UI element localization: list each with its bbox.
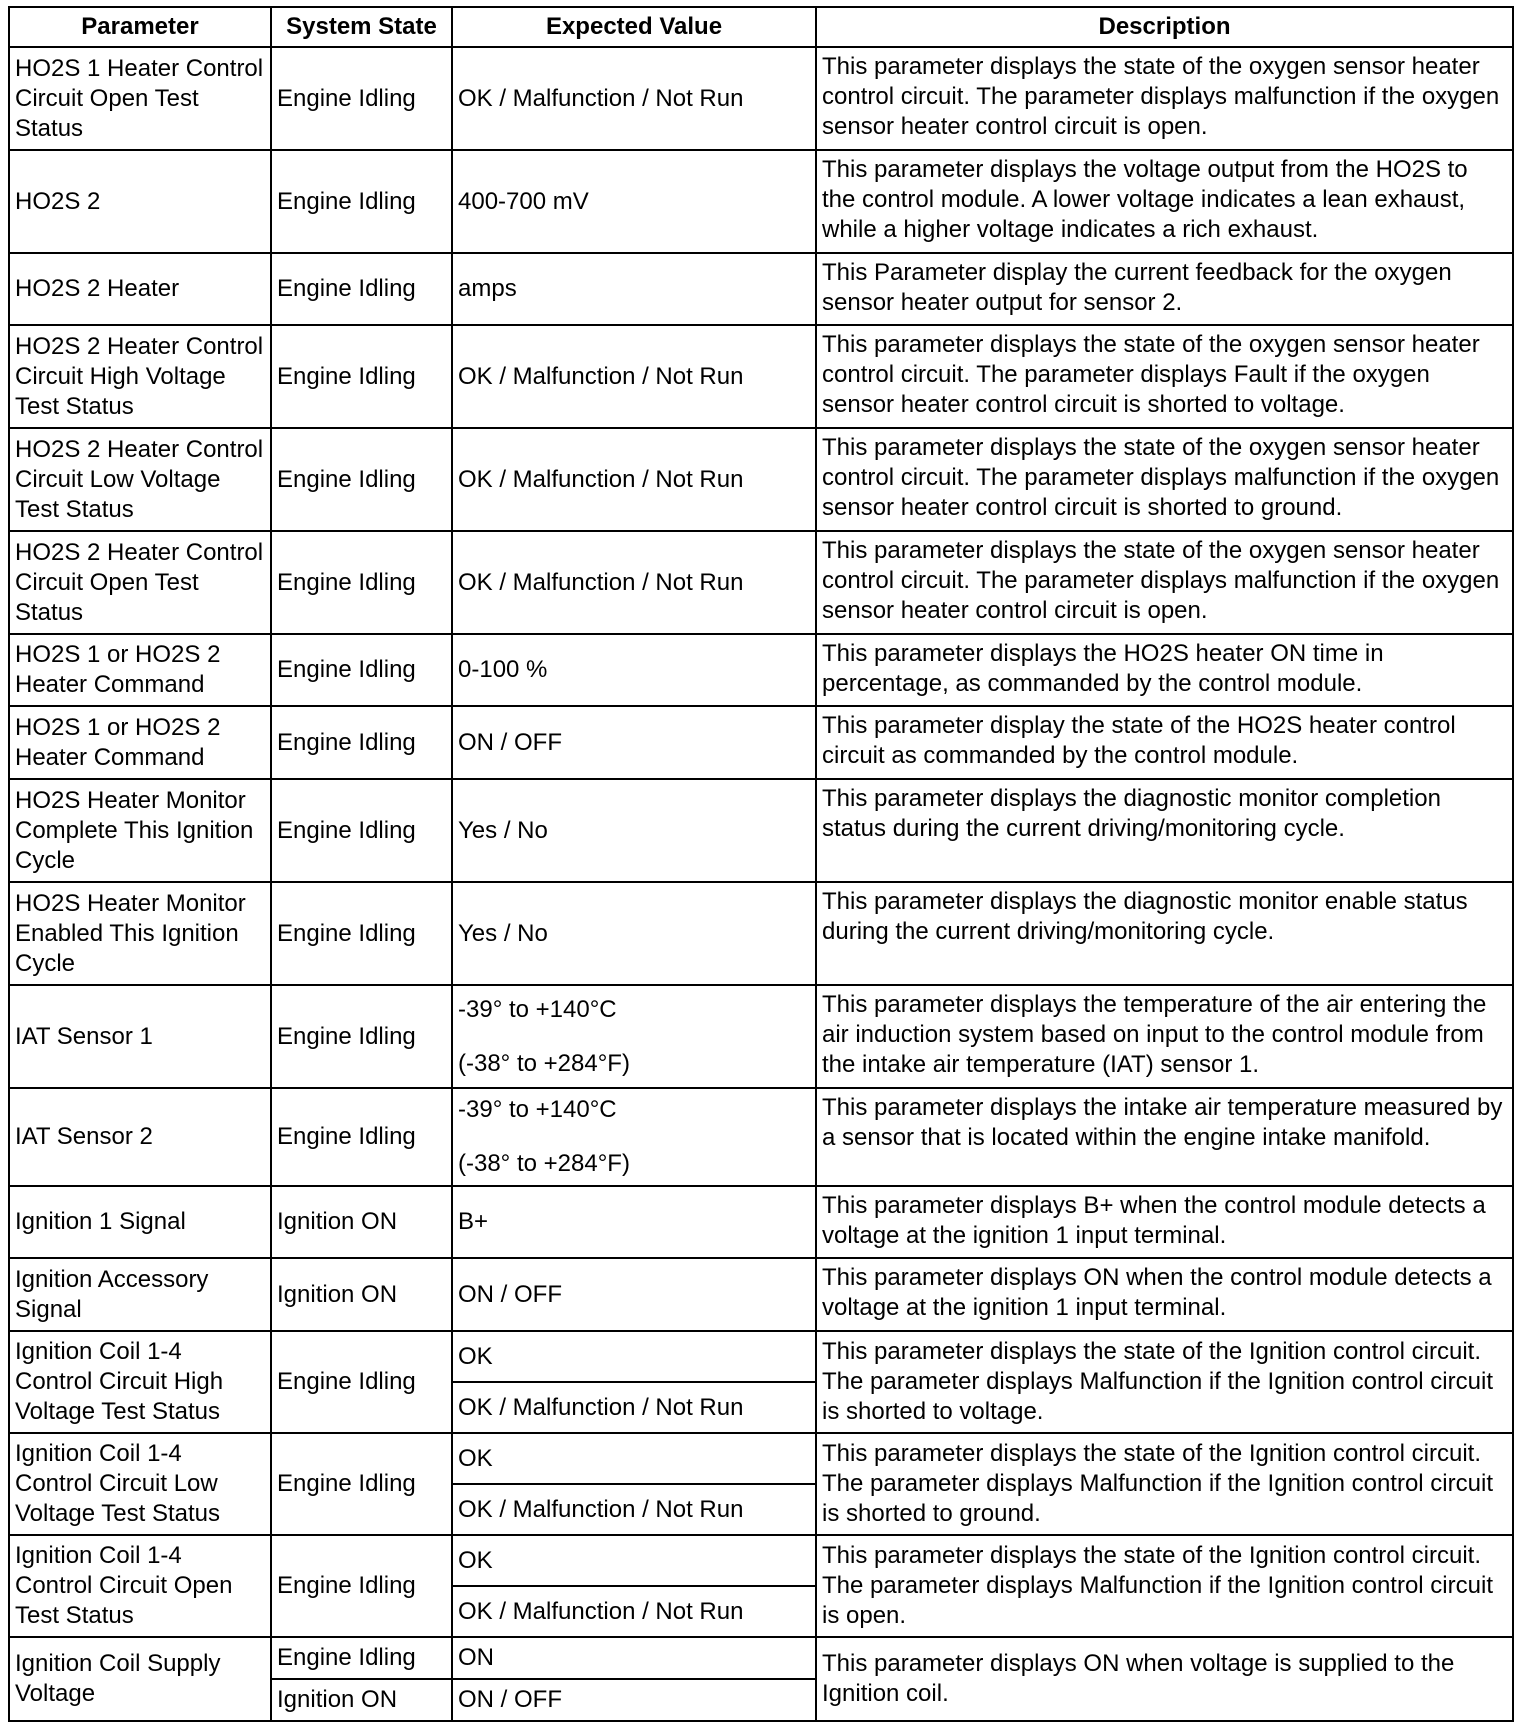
expected-value-cell: OK / Malfunction / Not Run	[452, 325, 816, 428]
parameter-cell: IAT Sensor 1	[9, 985, 271, 1088]
table-row	[9, 428, 1513, 531]
expected-value-cell: amps	[452, 253, 816, 325]
parameter-cell: Ignition Accessory Signal	[9, 1258, 271, 1331]
description-cell: This parameter displays the state of the oxygen sensor heater control circuit. The parameter displays malfunction if the oxygen sensor heater control circuit is open.	[816, 531, 1513, 634]
expected-value-cell: ON	[452, 1637, 816, 1679]
table-row	[9, 253, 1513, 325]
expected-value-cell: B+	[452, 1186, 816, 1258]
description-cell: This parameter displays ON when the control module detects a voltage at the ignition 1 input terminal.	[816, 1258, 1513, 1331]
parameter-cell: HO2S Heater Monitor Enabled This Ignition Cycle	[9, 882, 271, 985]
expected-value-cell: OK	[452, 1433, 816, 1484]
header-parameter: Parameter	[9, 7, 271, 47]
description-cell: This parameter displays the diagnostic monitor completion status during the current driving/monitoring cycle.	[816, 779, 1513, 882]
parameter-cell: HO2S 2 Heater	[9, 253, 271, 325]
parameter-cell: Ignition Coil 1-4 Control Circuit Open Test Status	[9, 1535, 271, 1637]
expected-value-cell: OK	[452, 1535, 816, 1586]
system-state-cell: Engine Idling	[271, 428, 452, 531]
parameter-cell: HO2S 1 or HO2S 2 Heater Command	[9, 634, 271, 706]
system-state-cell: Ignition ON	[271, 1258, 452, 1331]
header-description: Description	[816, 7, 1513, 47]
parameter-cell: HO2S 1 Heater Control Circuit Open Test Status	[9, 47, 271, 150]
system-state-cell: Engine Idling	[271, 1331, 452, 1433]
value-celsius: -39° to +140°C	[458, 995, 617, 1023]
table-row	[9, 882, 1513, 985]
parameter-cell: Ignition Coil Supply Voltage	[9, 1637, 271, 1721]
description-cell: This parameter displays the HO2S heater ON time in percentage, as commanded by the control module.	[816, 634, 1513, 706]
expected-value-cell: ON / OFF	[452, 1679, 816, 1721]
expected-value-cell: ON / OFF	[452, 1258, 816, 1331]
system-state-cell: Engine Idling	[271, 150, 452, 253]
expected-value-cell: OK / Malfunction / Not Run	[452, 428, 816, 531]
system-state-cell: Engine Idling	[271, 779, 452, 882]
system-state-cell: Ignition ON	[271, 1186, 452, 1258]
system-state-cell: Engine Idling	[271, 882, 452, 985]
expected-value-cell: Yes / No	[452, 779, 816, 882]
parameter-cell: HO2S 2 Heater Control Circuit Open Test Status	[9, 531, 271, 634]
description-cell: This parameter displays the state of the Ignition control circuit. The parameter displays Malfunction if the Ignition control circuit is shorted to voltage.	[816, 1331, 1513, 1433]
value-fahrenheit: (-38° to +284°F)	[458, 1049, 630, 1077]
header-system-state: System State	[271, 7, 452, 47]
description-cell: This parameter displays the state of the oxygen sensor heater control circuit. The parameter displays malfunction if the oxygen sensor heater control circuit is open.	[816, 47, 1513, 150]
parameter-cell: HO2S 1 or HO2S 2 Heater Command	[9, 706, 271, 779]
system-state-cell: Engine Idling	[271, 706, 452, 779]
system-state-cell: Engine Idling	[271, 531, 452, 634]
description-cell: This parameter displays the diagnostic monitor enable status during the current driving/monitoring cycle.	[816, 882, 1513, 985]
expected-value-cell: OK	[452, 1331, 816, 1382]
table-row	[9, 779, 1513, 882]
expected-value-cell: OK / Malfunction / Not Run	[452, 1586, 816, 1637]
description-cell: This parameter displays the temperature of the air entering the air induction system based on input to the control module from the intake air temperature (IAT) sensor 1.	[816, 985, 1513, 1088]
table-row	[9, 1637, 1513, 1679]
system-state-cell: Engine Idling	[271, 1433, 452, 1535]
expected-value-cell: Yes / No	[452, 882, 816, 985]
table-row	[9, 1433, 1513, 1484]
table-row	[9, 325, 1513, 428]
value-celsius: -39° to +140°C	[458, 1096, 617, 1123]
table-row	[9, 634, 1513, 706]
system-state-cell: Engine Idling	[271, 1535, 452, 1637]
table-row	[9, 706, 1513, 779]
table-row	[9, 1535, 1513, 1586]
system-state-cell: Engine Idling	[271, 1088, 452, 1186]
expected-value-cell: OK / Malfunction / Not Run	[452, 1382, 816, 1433]
table-row	[9, 531, 1513, 634]
parameter-table	[8, 6, 1514, 1722]
system-state-cell: Engine Idling	[271, 985, 452, 1088]
parameter-cell: HO2S 2 Heater Control Circuit Low Voltage Test Status	[9, 428, 271, 531]
table-row	[9, 47, 1513, 150]
expected-value-cell	[452, 1088, 816, 1186]
parameter-cell: HO2S 2 Heater Control Circuit High Voltage Test Status	[9, 325, 271, 428]
expected-value-cell: ON / OFF	[452, 706, 816, 779]
system-state-cell: Engine Idling	[271, 253, 452, 325]
header-row	[9, 7, 1513, 47]
description-cell: This Parameter display the current feedback for the oxygen sensor heater output for sensor 2.	[816, 253, 1513, 325]
description-cell: This parameter displays the intake air temperature measured by a sensor that is located within the engine intake manifold.	[816, 1088, 1513, 1186]
parameter-cell: IAT Sensor 2	[9, 1088, 271, 1186]
parameter-cell: HO2S Heater Monitor Complete This Ignition Cycle	[9, 779, 271, 882]
system-state-cell: Engine Idling	[271, 1637, 452, 1679]
description-cell: This parameter displays the voltage output from the HO2S to the control module. A lower voltage indicates a lean exhaust, while a higher voltage indicates a rich exhaust.	[816, 150, 1513, 253]
table-row	[9, 985, 1513, 1088]
expected-value-cell: OK / Malfunction / Not Run	[452, 1484, 816, 1535]
description-cell: This parameter displays the state of the oxygen sensor heater control circuit. The parameter displays malfunction if the oxygen sensor heater control circuit is shorted to ground.	[816, 428, 1513, 531]
expected-value-cell: OK / Malfunction / Not Run	[452, 47, 816, 150]
table-row	[9, 1088, 1513, 1186]
description-cell: This parameter displays the state of the Ignition control circuit. The parameter displays Malfunction if the Ignition control circuit is open.	[816, 1535, 1513, 1637]
expected-value-cell	[452, 985, 816, 1088]
system-state-cell: Engine Idling	[271, 325, 452, 428]
expected-value-cell: 400-700 mV	[452, 150, 816, 253]
system-state-cell: Engine Idling	[271, 47, 452, 150]
expected-value-cell: 0-100 %	[452, 634, 816, 706]
table-row	[9, 1258, 1513, 1331]
table-row	[9, 1186, 1513, 1258]
parameter-cell: HO2S 2	[9, 150, 271, 253]
system-state-cell: Ignition ON	[271, 1679, 452, 1721]
parameter-cell: Ignition Coil 1-4 Control Circuit High Voltage Test Status	[9, 1331, 271, 1433]
table-row	[9, 1331, 1513, 1382]
description-cell: This parameter displays the state of the oxygen sensor heater control circuit. The parameter displays Fault if the oxygen sensor heater control circuit is shorted to voltage.	[816, 325, 1513, 428]
header-expected-value: Expected Value	[452, 7, 816, 47]
description-cell: This parameter displays ON when voltage is supplied to the Ignition coil.	[816, 1637, 1513, 1721]
system-state-cell: Engine Idling	[271, 634, 452, 706]
parameter-cell: Ignition 1 Signal	[9, 1186, 271, 1258]
description-cell: This parameter displays the state of the Ignition control circuit. The parameter displays Malfunction if the Ignition control circuit is shorted to ground.	[816, 1433, 1513, 1535]
value-fahrenheit: (-38° to +284°F)	[458, 1150, 630, 1177]
description-cell: This parameter displays B+ when the control module detects a voltage at the ignition 1 input terminal.	[816, 1186, 1513, 1258]
parameter-cell: Ignition Coil 1-4 Control Circuit Low Voltage Test Status	[9, 1433, 271, 1535]
description-cell: This parameter display the state of the HO2S heater control circuit as commanded by the control module.	[816, 706, 1513, 779]
table-row	[9, 150, 1513, 253]
expected-value-cell: OK / Malfunction / Not Run	[452, 531, 816, 634]
